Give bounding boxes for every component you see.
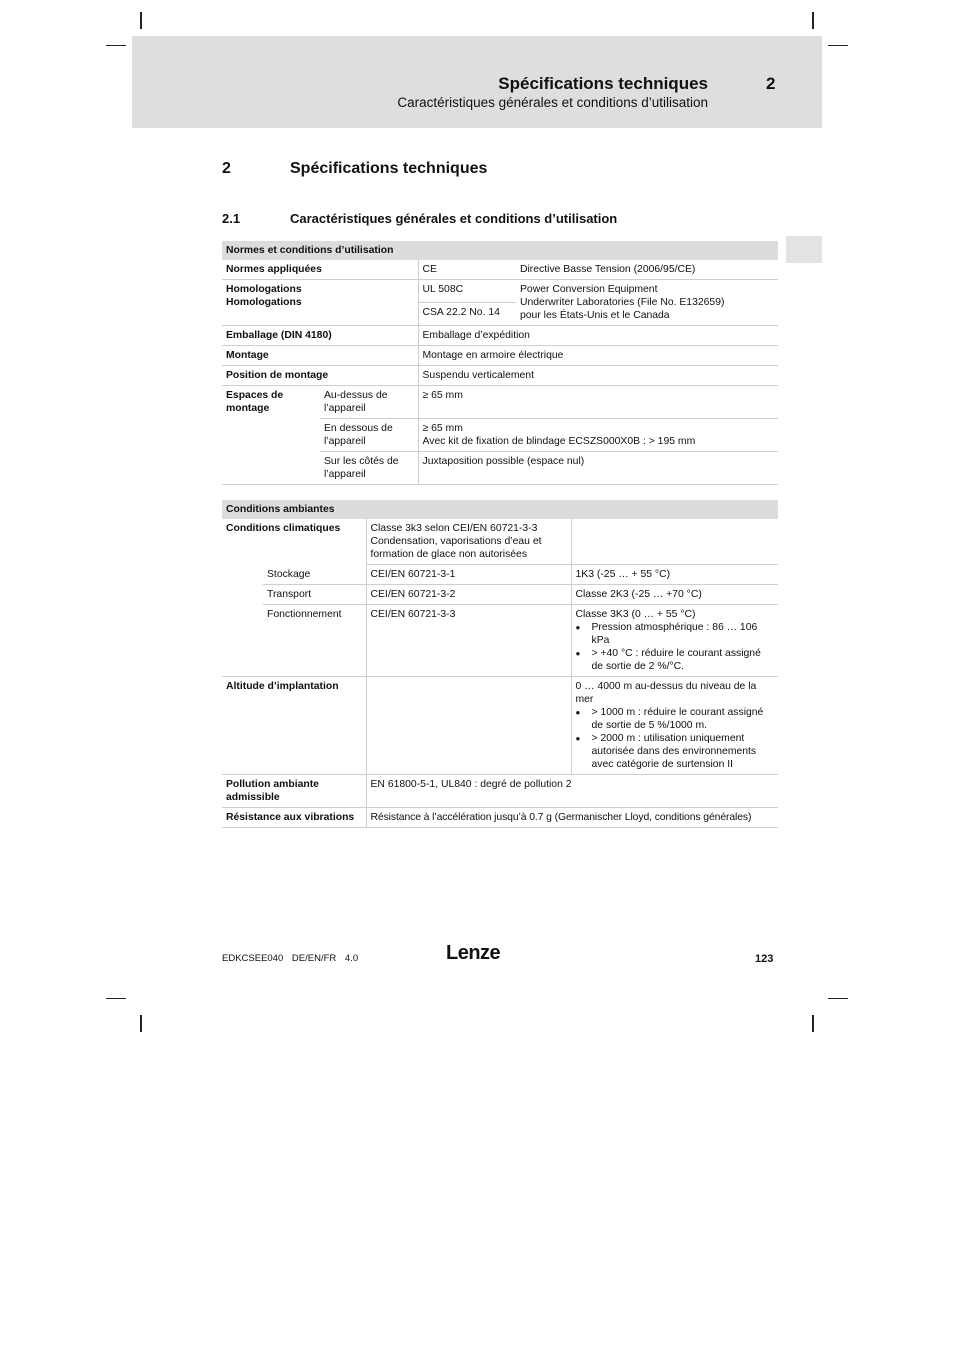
row-label: Pollution ambiante admissible bbox=[222, 775, 366, 808]
crop-mark bbox=[106, 998, 126, 999]
row-sublabel: Sur les côtés de l’appareil bbox=[320, 452, 418, 485]
row-code: UL 508C bbox=[418, 280, 516, 303]
crop-mark bbox=[812, 12, 814, 29]
ambient-conditions-table bbox=[222, 500, 778, 828]
row-norm bbox=[366, 677, 571, 775]
row-value bbox=[516, 280, 778, 326]
row-value: Résistance à l’accélération jusqu’à 0.7 g (Germanischer Lloyd, conditions générales) bbox=[366, 808, 778, 828]
row-label: Montage bbox=[222, 346, 418, 366]
crop-mark bbox=[140, 12, 142, 29]
row-label: Espaces de montage bbox=[222, 386, 320, 485]
header-title: Spécifications techniques bbox=[498, 74, 708, 93]
row-label: Normes appliquées bbox=[222, 260, 418, 280]
row-value bbox=[418, 419, 778, 452]
row-sublabel: Fonctionnement bbox=[263, 605, 366, 677]
homologation-line-3: pour les États-Unis et le Canada bbox=[520, 310, 670, 321]
homologation-line-2: Underwriter Laboratories (File No. E132659) bbox=[520, 297, 725, 308]
doc-number: EDKCSEE040 bbox=[222, 953, 284, 964]
row-value bbox=[571, 677, 778, 775]
row-code: CSA 22.2 No. 14 bbox=[418, 303, 516, 326]
table-row bbox=[222, 386, 778, 419]
footer-doc-info bbox=[222, 953, 364, 964]
table-row bbox=[222, 326, 778, 346]
table-row bbox=[222, 808, 778, 828]
table-row bbox=[222, 565, 778, 585]
row-value: Juxtaposition possible (espace nul) bbox=[418, 452, 778, 485]
row-label: Altitude d’implantation bbox=[222, 677, 366, 775]
norms-table bbox=[222, 241, 778, 485]
homologation-label-2: Homologations bbox=[226, 297, 302, 308]
row-code: CE bbox=[418, 260, 516, 280]
operating-bullets bbox=[576, 621, 775, 673]
header-subtitle: Caractéristiques générales et conditions d’utilisation bbox=[397, 95, 708, 110]
subsection-title: Caractéristiques générales et conditions d’utilisation bbox=[290, 211, 618, 226]
row-extra bbox=[571, 519, 778, 565]
row-value bbox=[571, 605, 778, 677]
crop-mark bbox=[828, 998, 848, 999]
homologation-line-1: Power Conversion Equipment bbox=[520, 284, 658, 295]
below-value-2: Avec kit de fixation de blindage ECSZS000X0B : > 195 mm bbox=[422, 436, 696, 447]
crop-mark bbox=[140, 1015, 142, 1032]
row-indent bbox=[222, 585, 263, 605]
ambient-table-header: Conditions ambiantes bbox=[222, 500, 778, 519]
row-value: ≥ 65 mm bbox=[418, 386, 778, 419]
row-value: 1K3 (-25 … + 55 °C) bbox=[571, 565, 778, 585]
table-header-row bbox=[222, 241, 778, 260]
crop-mark bbox=[106, 45, 126, 46]
row-sublabel: Au-dessus de l’appareil bbox=[320, 386, 418, 419]
altitude-bullets bbox=[576, 706, 775, 771]
below-value-1: ≥ 65 mm bbox=[422, 423, 463, 434]
norms-table-header: Normes et conditions d’utilisation bbox=[222, 241, 778, 260]
chapter-side-tab bbox=[786, 236, 822, 263]
lenze-logo: Lenze bbox=[446, 942, 501, 964]
doc-languages: DE/EN/FR bbox=[291, 953, 337, 964]
table-row bbox=[222, 775, 778, 808]
row-norm: CEI/EN 60721-3-1 bbox=[366, 565, 571, 585]
list-item: ● > 1000 m : réduire le courant assigné de sortie de 5 %/1000 m. bbox=[576, 706, 775, 732]
row-value: Directive Basse Tension (2006/95/CE) bbox=[516, 260, 778, 280]
page-number: 123 bbox=[755, 953, 774, 965]
row-value: Emballage d’expédition bbox=[418, 326, 778, 346]
table-row bbox=[222, 519, 778, 565]
list-item: ● Pression atmosphérique : 86 … 106 kPa bbox=[576, 621, 775, 647]
row-label: Position de montage bbox=[222, 366, 418, 386]
list-item: ● > +40 °C : réduire le courant assigné de sortie de 2 %/°C. bbox=[576, 647, 775, 673]
row-sublabel: Transport bbox=[263, 585, 366, 605]
row-label: Résistance aux vibrations bbox=[222, 808, 366, 828]
row-sublabel: En dessous de l’appareil bbox=[320, 419, 418, 452]
row-label bbox=[222, 280, 418, 326]
table-row bbox=[222, 366, 778, 386]
header-band bbox=[132, 36, 822, 128]
section-number: 2 bbox=[222, 160, 231, 177]
table-row bbox=[222, 346, 778, 366]
row-value: Suspendu verticalement bbox=[418, 366, 778, 386]
table-row bbox=[222, 260, 778, 280]
row-label: Emballage (DIN 4180) bbox=[222, 326, 418, 346]
row-norm: CEI/EN 60721-3-2 bbox=[366, 585, 571, 605]
list-item: ● > 2000 m : utilisation uniquement autorisée dans des environnements avec catégorie de surtension II bbox=[576, 732, 775, 771]
operating-class: Classe 3K3 (0 … + 55 °C) bbox=[575, 609, 696, 620]
row-value: Classe 2K3 (-25 … +70 °C) bbox=[571, 585, 778, 605]
table-header-row bbox=[222, 500, 778, 519]
homologation-label-1: Homologations bbox=[226, 284, 302, 295]
table-row bbox=[222, 280, 778, 303]
section-title: Spécifications techniques bbox=[290, 160, 488, 177]
table-row bbox=[222, 585, 778, 605]
doc-version: 4.0 bbox=[344, 953, 359, 964]
row-norm: CEI/EN 60721-3-3 bbox=[366, 605, 571, 677]
row-value: EN 61800-5-1, UL840 : degré de pollution 2 bbox=[366, 775, 778, 808]
table-row bbox=[222, 605, 778, 677]
row-indent bbox=[222, 605, 263, 677]
table-row bbox=[222, 677, 778, 775]
crop-mark bbox=[828, 45, 848, 46]
subsection-number: 2.1 bbox=[222, 211, 241, 226]
row-label: Conditions climatiques bbox=[226, 523, 341, 534]
row-sublabel: Stockage bbox=[263, 565, 366, 585]
row-value: Classe 3k3 selon CEI/EN 60721-3-3 Condensation, vaporisations d’eau et formation de glace non autorisées bbox=[366, 519, 571, 565]
crop-mark bbox=[812, 1015, 814, 1032]
header-chapter-number: 2 bbox=[766, 74, 776, 93]
altitude-range: 0 … 4000 m au-dessus du niveau de la mer bbox=[575, 681, 757, 705]
row-value: Montage en armoire électrique bbox=[418, 346, 778, 366]
row-indent bbox=[222, 565, 263, 585]
